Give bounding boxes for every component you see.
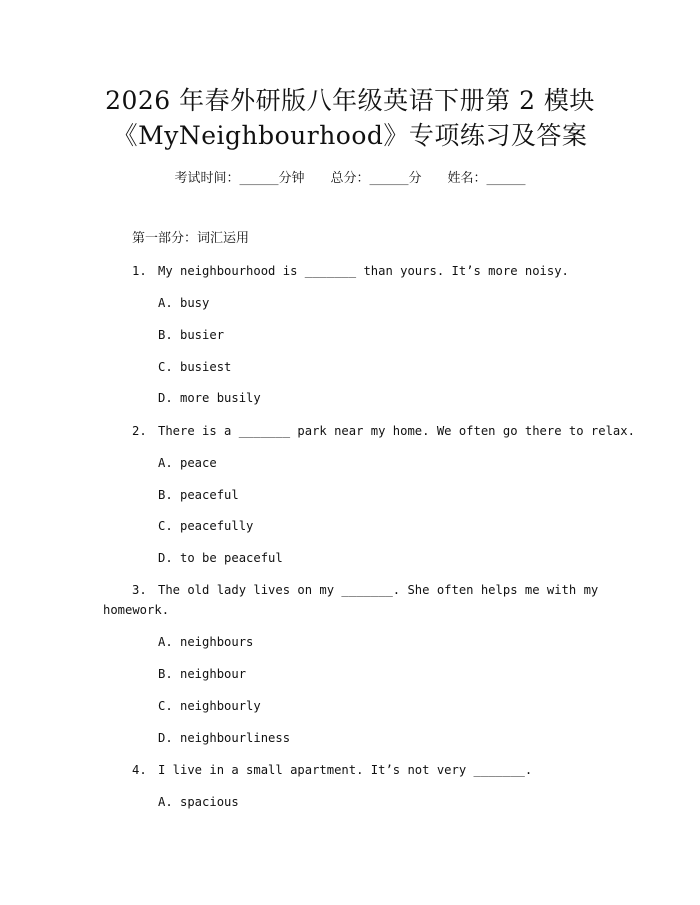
question-1 <box>132 262 569 280</box>
option-3c: C. neighbourly <box>158 699 261 713</box>
question-text: There is a _______ park near my home. We often go there to relax. <box>158 424 635 438</box>
document-title-line-1: 2026 年春外研版八年级英语下册第 2 模块 <box>105 86 595 115</box>
question-4 <box>132 761 532 779</box>
question-number: 2. <box>132 424 147 438</box>
option-1d: D. more busily <box>158 391 261 405</box>
option-4a: A. spacious <box>158 795 239 809</box>
option-2a: A. peace <box>158 456 217 470</box>
exam-time-field: 考试时间：______分钟 <box>174 171 305 186</box>
exam-info-row <box>0 170 700 188</box>
question-text: I live in a small apartment. It’s not very _______. <box>158 763 533 777</box>
question-3-continuation: homework. <box>103 603 170 617</box>
document-title-line-2: 《MyNeighbourhood》专项练习及答案 <box>112 121 588 150</box>
question-text: The old lady lives on my _______. She often helps me with my <box>158 583 599 597</box>
option-3b: B. neighbour <box>158 667 247 681</box>
question-number: 4. <box>132 763 147 777</box>
option-2d: D. to be peaceful <box>158 551 283 565</box>
option-1b: B. busier <box>158 328 225 342</box>
option-2b: B. peaceful <box>158 488 239 502</box>
question-2 <box>132 422 635 440</box>
option-1c: C. busiest <box>158 360 232 374</box>
question-3 <box>132 581 598 599</box>
total-score-field: 总分：______分 <box>330 171 422 186</box>
option-3a: A. neighbours <box>158 635 254 649</box>
section-title: 第一部分：词汇运用 <box>132 231 250 246</box>
question-number: 3. <box>132 583 147 597</box>
option-3d: D. neighbourliness <box>158 731 291 745</box>
question-number: 1. <box>132 264 147 278</box>
option-2c: C. peacefully <box>158 519 254 533</box>
option-1a: A. busy <box>158 296 210 310</box>
question-text: My neighbourhood is _______ than yours. It’s more noisy. <box>158 264 569 278</box>
student-name-field: 姓名：______ <box>447 171 526 186</box>
